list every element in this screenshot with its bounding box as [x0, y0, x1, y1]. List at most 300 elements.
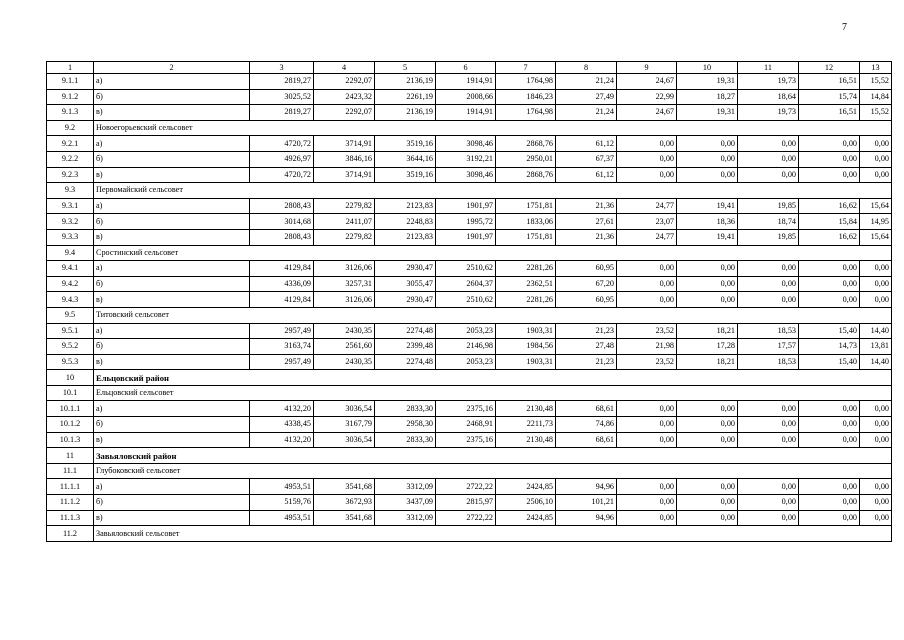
table-row [47, 339, 892, 355]
row-code: 9.4.3 [47, 292, 94, 308]
district-row [47, 448, 892, 464]
row-code: 9.2 [47, 120, 94, 136]
row-code: 10.1.1 [47, 401, 94, 417]
value-cell: 16,51 [799, 105, 860, 121]
value-cell: 0,00 [799, 167, 860, 183]
value-cell: 0,00 [617, 292, 677, 308]
value-cell: 2292,07 [314, 105, 375, 121]
value-cell: 15,40 [799, 354, 860, 370]
value-cell: 0,00 [738, 479, 799, 495]
value-cell: 0,00 [860, 261, 892, 277]
value-cell: 2468,91 [436, 417, 496, 433]
row-code: 9.4.2 [47, 276, 94, 292]
value-cell: 3846,16 [314, 151, 375, 167]
value-cell: 2281,26 [496, 292, 556, 308]
value-cell: 2130,48 [496, 401, 556, 417]
row-code: 9.5.2 [47, 339, 94, 355]
value-cell: 0,00 [799, 401, 860, 417]
row-code: 11.1.3 [47, 510, 94, 526]
value-cell: 18,36 [677, 214, 738, 230]
row-code: 9.4 [47, 245, 94, 261]
column-number-row [47, 62, 892, 74]
value-cell: 2506,10 [496, 495, 556, 511]
settlement-name: Ельцовский сельсовет [94, 385, 892, 401]
column-number: 5 [375, 62, 436, 74]
variant-label: в) [94, 105, 250, 121]
value-cell: 21,23 [556, 354, 617, 370]
value-cell: 2722,22 [436, 510, 496, 526]
column-number: 1 [47, 62, 94, 74]
value-cell: 0,00 [799, 417, 860, 433]
value-cell: 0,00 [738, 261, 799, 277]
value-cell: 23,52 [617, 323, 677, 339]
value-cell: 2136,19 [375, 74, 436, 90]
row-code: 11 [47, 448, 94, 464]
settlement-name: Новоегорьевский сельсовет [94, 120, 892, 136]
value-cell: 1764,98 [496, 105, 556, 121]
row-code: 9.3.3 [47, 229, 94, 245]
value-cell: 0,00 [860, 136, 892, 152]
value-cell: 67,37 [556, 151, 617, 167]
value-cell: 18,21 [677, 323, 738, 339]
variant-label: а) [94, 136, 250, 152]
district-name: Завьяловский район [94, 448, 892, 464]
value-cell: 2008,66 [436, 89, 496, 105]
value-cell: 0,00 [799, 292, 860, 308]
value-cell: 13,81 [860, 339, 892, 355]
value-cell: 0,00 [799, 479, 860, 495]
value-cell: 4132,20 [250, 401, 314, 417]
table-row [47, 89, 892, 105]
value-cell: 61,12 [556, 167, 617, 183]
column-number: 12 [799, 62, 860, 74]
value-cell: 2375,16 [436, 432, 496, 448]
row-code: 9.4.1 [47, 261, 94, 277]
settlement-row [47, 526, 892, 542]
table-row [47, 136, 892, 152]
value-cell: 74,86 [556, 417, 617, 433]
value-cell: 0,00 [860, 292, 892, 308]
row-code: 10.1 [47, 385, 94, 401]
value-cell: 1903,31 [496, 354, 556, 370]
value-cell: 3312,09 [375, 479, 436, 495]
row-code: 9.1.2 [47, 89, 94, 105]
value-cell: 2424,85 [496, 479, 556, 495]
value-cell: 19,85 [738, 229, 799, 245]
value-cell: 4953,51 [250, 479, 314, 495]
value-cell: 3014,68 [250, 214, 314, 230]
value-cell: 3437,09 [375, 495, 436, 511]
value-cell: 14,73 [799, 339, 860, 355]
value-cell: 2510,62 [436, 292, 496, 308]
settlement-row [47, 183, 892, 199]
value-cell: 2868,76 [496, 167, 556, 183]
value-cell: 2248,83 [375, 214, 436, 230]
row-code: 9.2.3 [47, 167, 94, 183]
settlement-row [47, 307, 892, 323]
value-cell: 0,00 [799, 276, 860, 292]
value-cell: 0,00 [860, 479, 892, 495]
variant-label: б) [94, 276, 250, 292]
district-row [47, 370, 892, 386]
value-cell: 2136,19 [375, 105, 436, 121]
table-row [47, 229, 892, 245]
table-row [47, 74, 892, 90]
value-cell: 0,00 [617, 276, 677, 292]
table-row [47, 354, 892, 370]
value-cell: 21,98 [617, 339, 677, 355]
table-row [47, 214, 892, 230]
value-cell: 0,00 [677, 261, 738, 277]
variant-label: а) [94, 261, 250, 277]
value-cell: 2146,98 [436, 339, 496, 355]
value-cell: 0,00 [677, 432, 738, 448]
column-number: 13 [860, 62, 892, 74]
value-cell: 0,00 [677, 417, 738, 433]
value-cell: 2957,49 [250, 354, 314, 370]
value-cell: 0,00 [738, 151, 799, 167]
value-cell: 68,61 [556, 432, 617, 448]
value-cell: 2833,30 [375, 432, 436, 448]
value-cell: 3714,91 [314, 167, 375, 183]
value-cell: 21,24 [556, 74, 617, 90]
value-cell: 2424,85 [496, 510, 556, 526]
table-row [47, 151, 892, 167]
value-cell: 0,00 [860, 167, 892, 183]
value-cell: 2510,62 [436, 261, 496, 277]
value-cell: 2053,23 [436, 323, 496, 339]
value-cell: 3036,54 [314, 401, 375, 417]
variant-label: б) [94, 495, 250, 511]
value-cell: 24,77 [617, 229, 677, 245]
value-cell: 0,00 [617, 417, 677, 433]
value-cell: 0,00 [617, 510, 677, 526]
value-cell: 15,52 [860, 105, 892, 121]
value-cell: 3036,54 [314, 432, 375, 448]
row-code: 9.5.3 [47, 354, 94, 370]
variant-label: а) [94, 323, 250, 339]
column-number: 6 [436, 62, 496, 74]
value-cell: 0,00 [677, 479, 738, 495]
value-cell: 0,00 [860, 432, 892, 448]
settlement-row [47, 463, 892, 479]
value-cell: 24,77 [617, 198, 677, 214]
value-cell: 3192,21 [436, 151, 496, 167]
value-cell: 2123,83 [375, 198, 436, 214]
value-cell: 0,00 [799, 432, 860, 448]
value-cell: 5159,76 [250, 495, 314, 511]
table-row [47, 323, 892, 339]
value-cell: 15,40 [799, 323, 860, 339]
value-cell: 0,00 [617, 432, 677, 448]
variant-label: в) [94, 510, 250, 526]
value-cell: 21,23 [556, 323, 617, 339]
value-cell: 2281,26 [496, 261, 556, 277]
value-cell: 19,41 [677, 229, 738, 245]
table-row [47, 261, 892, 277]
row-code: 9.3 [47, 183, 94, 199]
value-cell: 2957,49 [250, 323, 314, 339]
value-cell: 0,00 [738, 432, 799, 448]
table-row [47, 276, 892, 292]
variant-label: б) [94, 89, 250, 105]
value-cell: 19,73 [738, 105, 799, 121]
value-cell: 0,00 [738, 276, 799, 292]
value-cell: 4720,72 [250, 136, 314, 152]
value-cell: 0,00 [799, 151, 860, 167]
value-cell: 17,28 [677, 339, 738, 355]
value-cell: 14,40 [860, 323, 892, 339]
row-code: 9.1.1 [47, 74, 94, 90]
row-code: 9.2.2 [47, 151, 94, 167]
settlement-name: Сростинский сельсовет [94, 245, 892, 261]
value-cell: 27,49 [556, 89, 617, 105]
value-cell: 0,00 [738, 292, 799, 308]
page-number: 7 [842, 22, 847, 33]
value-cell: 17,57 [738, 339, 799, 355]
value-cell: 0,00 [738, 136, 799, 152]
value-cell: 61,12 [556, 136, 617, 152]
value-cell: 3126,06 [314, 292, 375, 308]
value-cell: 1901,97 [436, 229, 496, 245]
value-cell: 21,36 [556, 198, 617, 214]
value-cell: 1995,72 [436, 214, 496, 230]
row-code: 10.1.3 [47, 432, 94, 448]
row-code: 9.5 [47, 307, 94, 323]
value-cell: 18,74 [738, 214, 799, 230]
value-cell: 18,53 [738, 323, 799, 339]
value-cell: 4926,97 [250, 151, 314, 167]
value-cell: 27,48 [556, 339, 617, 355]
value-cell: 22,99 [617, 89, 677, 105]
value-cell: 2274,48 [375, 354, 436, 370]
variant-label: б) [94, 417, 250, 433]
value-cell: 2399,48 [375, 339, 436, 355]
value-cell: 3126,06 [314, 261, 375, 277]
variant-label: а) [94, 479, 250, 495]
variant-label: в) [94, 354, 250, 370]
value-cell: 15,74 [799, 89, 860, 105]
value-cell: 1751,81 [496, 198, 556, 214]
value-cell: 2819,27 [250, 74, 314, 90]
value-cell: 0,00 [677, 401, 738, 417]
value-cell: 0,00 [738, 401, 799, 417]
value-cell: 101,21 [556, 495, 617, 511]
value-cell: 0,00 [617, 151, 677, 167]
row-code: 9.1.3 [47, 105, 94, 121]
value-cell: 3055,47 [375, 276, 436, 292]
value-cell: 15,64 [860, 229, 892, 245]
value-cell: 0,00 [677, 136, 738, 152]
value-cell: 3672,93 [314, 495, 375, 511]
value-cell: 4720,72 [250, 167, 314, 183]
value-cell: 3312,09 [375, 510, 436, 526]
value-cell: 3519,16 [375, 136, 436, 152]
value-cell: 0,00 [677, 276, 738, 292]
value-cell: 0,00 [799, 261, 860, 277]
value-cell: 0,00 [799, 136, 860, 152]
value-cell: 4338,45 [250, 417, 314, 433]
value-cell: 2123,83 [375, 229, 436, 245]
value-cell: 3644,16 [375, 151, 436, 167]
value-cell: 2808,43 [250, 229, 314, 245]
value-cell: 4132,20 [250, 432, 314, 448]
value-cell: 19,85 [738, 198, 799, 214]
district-name: Ельцовский район [94, 370, 892, 386]
value-cell: 4129,84 [250, 292, 314, 308]
value-cell: 0,00 [677, 151, 738, 167]
value-cell: 1846,23 [496, 89, 556, 105]
value-cell: 2130,48 [496, 432, 556, 448]
value-cell: 0,00 [860, 401, 892, 417]
value-cell: 2279,82 [314, 229, 375, 245]
value-cell: 15,84 [799, 214, 860, 230]
value-cell: 68,61 [556, 401, 617, 417]
value-cell: 0,00 [799, 510, 860, 526]
table-row [47, 432, 892, 448]
value-cell: 0,00 [860, 495, 892, 511]
value-cell: 2053,23 [436, 354, 496, 370]
variant-label: в) [94, 167, 250, 183]
table-row [47, 401, 892, 417]
column-number: 11 [738, 62, 799, 74]
value-cell: 15,52 [860, 74, 892, 90]
value-cell: 1914,91 [436, 105, 496, 121]
value-cell: 3167,79 [314, 417, 375, 433]
value-cell: 2958,30 [375, 417, 436, 433]
value-cell: 23,07 [617, 214, 677, 230]
value-cell: 3098,46 [436, 167, 496, 183]
value-cell: 0,00 [617, 495, 677, 511]
value-cell: 4129,84 [250, 261, 314, 277]
value-cell: 60,95 [556, 261, 617, 277]
value-cell: 67,20 [556, 276, 617, 292]
row-code: 11.1.1 [47, 479, 94, 495]
value-cell: 0,00 [617, 261, 677, 277]
value-cell: 0,00 [860, 510, 892, 526]
value-cell: 0,00 [860, 276, 892, 292]
column-number: 9 [617, 62, 677, 74]
value-cell: 2279,82 [314, 198, 375, 214]
value-cell: 0,00 [617, 136, 677, 152]
value-cell: 18,27 [677, 89, 738, 105]
value-cell: 14,84 [860, 89, 892, 105]
value-cell: 18,64 [738, 89, 799, 105]
value-cell: 3025,52 [250, 89, 314, 105]
row-code: 11.1.2 [47, 495, 94, 511]
value-cell: 3541,68 [314, 479, 375, 495]
value-cell: 0,00 [677, 495, 738, 511]
value-cell: 14,95 [860, 214, 892, 230]
value-cell: 2261,19 [375, 89, 436, 105]
value-cell: 2211,73 [496, 417, 556, 433]
table-row [47, 495, 892, 511]
value-cell: 0,00 [677, 510, 738, 526]
settlement-row [47, 245, 892, 261]
value-cell: 3519,16 [375, 167, 436, 183]
value-cell: 60,95 [556, 292, 617, 308]
row-code: 9.5.1 [47, 323, 94, 339]
value-cell: 0,00 [799, 495, 860, 511]
value-cell: 3098,46 [436, 136, 496, 152]
value-cell: 1984,56 [496, 339, 556, 355]
table-row [47, 105, 892, 121]
column-number: 2 [94, 62, 250, 74]
value-cell: 2411,07 [314, 214, 375, 230]
value-cell: 2722,22 [436, 479, 496, 495]
row-code: 9.3.2 [47, 214, 94, 230]
table-row [47, 292, 892, 308]
value-cell: 27,61 [556, 214, 617, 230]
value-cell: 2561,60 [314, 339, 375, 355]
value-cell: 2430,35 [314, 323, 375, 339]
column-number: 7 [496, 62, 556, 74]
value-cell: 2930,47 [375, 292, 436, 308]
value-cell: 2292,07 [314, 74, 375, 90]
value-cell: 2430,35 [314, 354, 375, 370]
value-cell: 0,00 [860, 417, 892, 433]
value-cell: 2930,47 [375, 261, 436, 277]
settlement-name: Глубоковский сельсовет [94, 463, 892, 479]
value-cell: 2833,30 [375, 401, 436, 417]
value-cell: 14,40 [860, 354, 892, 370]
value-cell: 16,62 [799, 198, 860, 214]
value-cell: 1903,31 [496, 323, 556, 339]
value-cell: 19,73 [738, 74, 799, 90]
value-cell: 0,00 [738, 495, 799, 511]
value-cell: 94,96 [556, 479, 617, 495]
column-number: 4 [314, 62, 375, 74]
settlement-name: Титовский сельсовет [94, 307, 892, 323]
column-number: 10 [677, 62, 738, 74]
variant-label: в) [94, 229, 250, 245]
value-cell: 18,21 [677, 354, 738, 370]
row-code: 11.2 [47, 526, 94, 542]
row-code: 10.1.2 [47, 417, 94, 433]
value-cell: 2274,48 [375, 323, 436, 339]
table-row [47, 167, 892, 183]
value-cell: 1914,91 [436, 74, 496, 90]
value-cell: 2362,51 [496, 276, 556, 292]
value-cell: 2815,97 [436, 495, 496, 511]
table-row [47, 417, 892, 433]
value-cell: 2423,32 [314, 89, 375, 105]
value-cell: 0,00 [738, 510, 799, 526]
table-row [47, 510, 892, 526]
row-code: 9.2.1 [47, 136, 94, 152]
value-cell: 0,00 [617, 479, 677, 495]
table-row [47, 479, 892, 495]
value-cell: 15,64 [860, 198, 892, 214]
variant-label: а) [94, 198, 250, 214]
settlement-row [47, 120, 892, 136]
row-code: 11.1 [47, 463, 94, 479]
value-cell: 1751,81 [496, 229, 556, 245]
value-cell: 19,31 [677, 74, 738, 90]
variant-label: б) [94, 151, 250, 167]
value-cell: 1764,98 [496, 74, 556, 90]
value-cell: 21,36 [556, 229, 617, 245]
variant-label: а) [94, 74, 250, 90]
value-cell: 0,00 [738, 417, 799, 433]
value-cell: 94,96 [556, 510, 617, 526]
value-cell: 19,31 [677, 105, 738, 121]
value-cell: 0,00 [617, 167, 677, 183]
value-cell: 0,00 [738, 167, 799, 183]
value-cell: 2808,43 [250, 198, 314, 214]
value-cell: 16,51 [799, 74, 860, 90]
value-cell: 2819,27 [250, 105, 314, 121]
